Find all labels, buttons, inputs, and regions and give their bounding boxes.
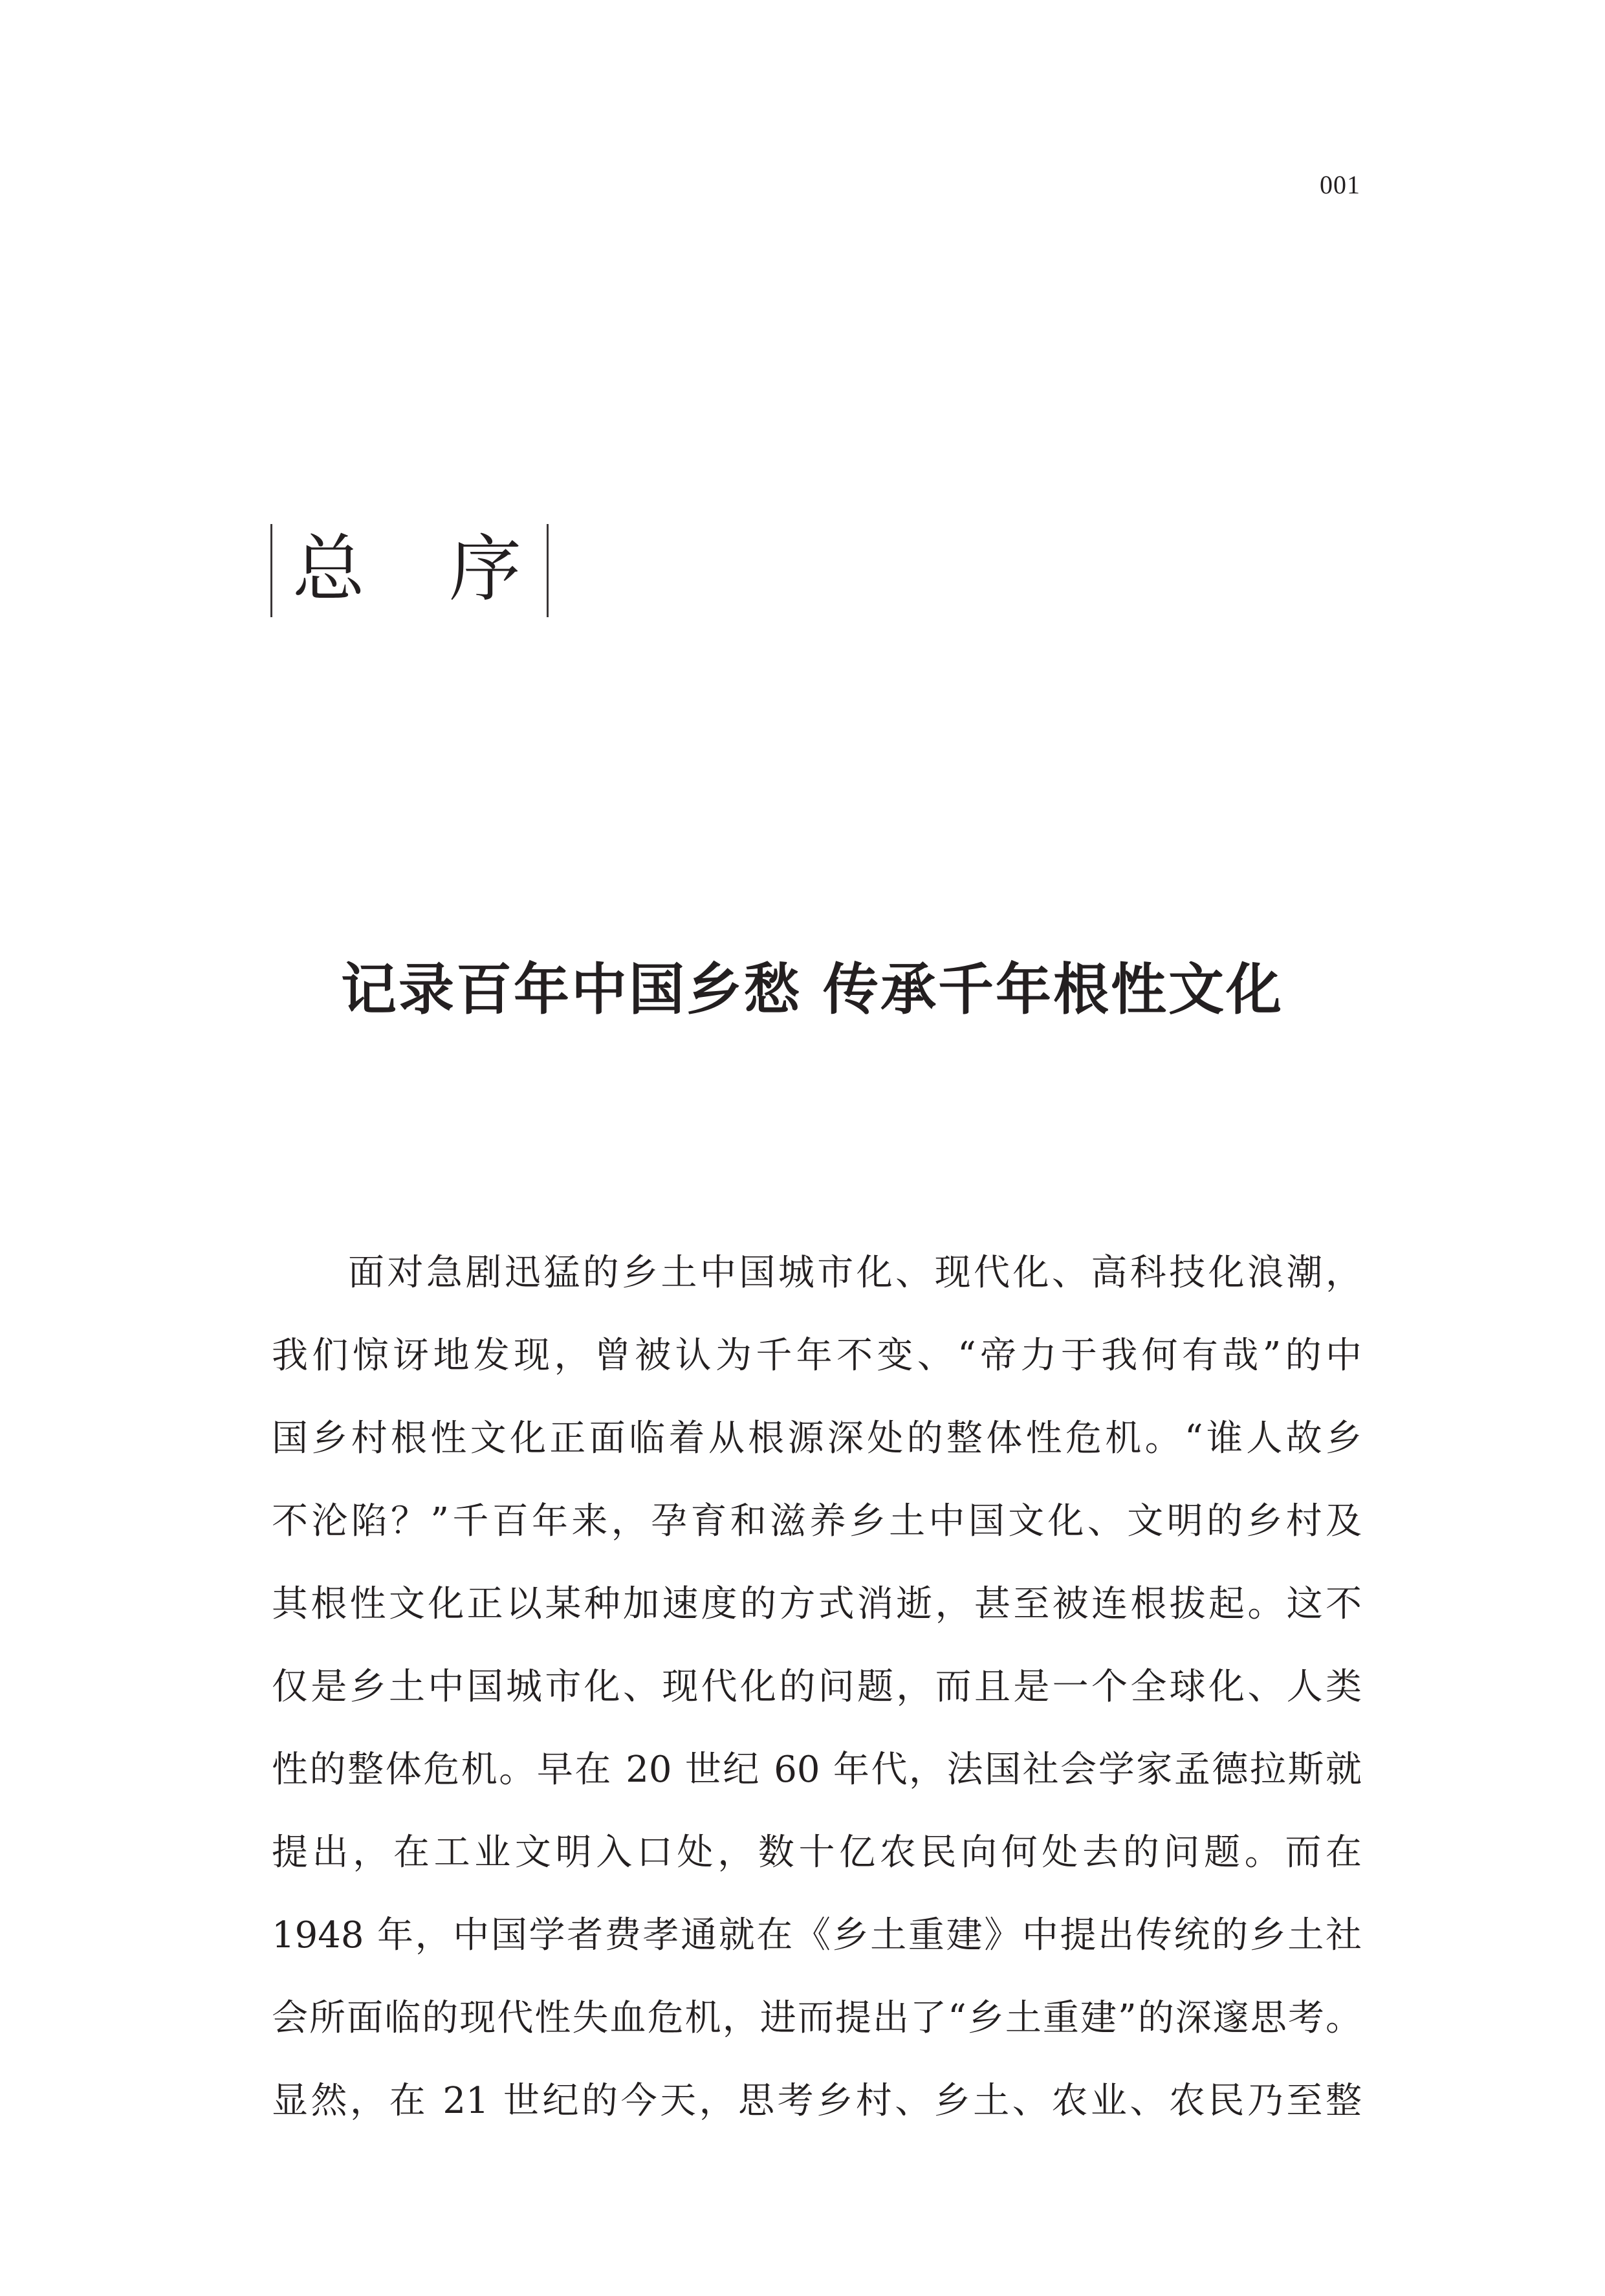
body-line: 国乡村根性文化正面临着从根源深处的整体性危机。“谁人故乡	[272, 1417, 1362, 1460]
body-line: 提出，在工业文明入口处，数十亿农民向何处去的问题。而在	[272, 1831, 1362, 1874]
page-title: 记录百年中国乡愁 传承千年根性文化	[341, 957, 1283, 1022]
heading-right-rule	[547, 524, 549, 617]
heading-char-zong: 总	[292, 527, 365, 611]
body-line: 其根性文化正以某种加速度的方式消逝，甚至被连根拔起。这不	[272, 1583, 1362, 1625]
body-line: 性的整体危机。早在 20 世纪 60 年代，法国社会学家孟德拉斯就	[272, 1749, 1362, 1791]
body-line: 显然，在 21 世纪的今天，思考乡村、乡土、农业、农民乃至整	[272, 2080, 1362, 2122]
body-line: 不沦陷？”千百年来，孕育和滋养乡土中国文化、文明的乡村及	[272, 1500, 1362, 1542]
body-line: 仅是乡土中国城市化、现代化的问题，而且是一个全球化、人类	[272, 1666, 1362, 1708]
heading-char-xu: 序	[449, 527, 521, 611]
heading-left-rule	[270, 524, 272, 617]
page-number: 001	[1320, 170, 1360, 199]
body-line: 会所面临的现代性失血危机，进而提出了“乡土重建”的深邃思考。	[272, 1997, 1362, 2039]
body-line: 面对急剧迅猛的乡土中国城市化、现代化、高科技化浪潮，	[348, 1252, 1362, 1294]
body-paragraph	[272, 1232, 1362, 2143]
body-line: 我们惊讶地发现，曾被认为千年不变、“帝力于我何有哉”的中	[272, 1335, 1362, 1377]
body-line: 1948 年，中国学者费孝通就在《乡土重建》中提出传统的乡土社	[272, 1914, 1362, 1956]
section-heading	[270, 524, 549, 617]
